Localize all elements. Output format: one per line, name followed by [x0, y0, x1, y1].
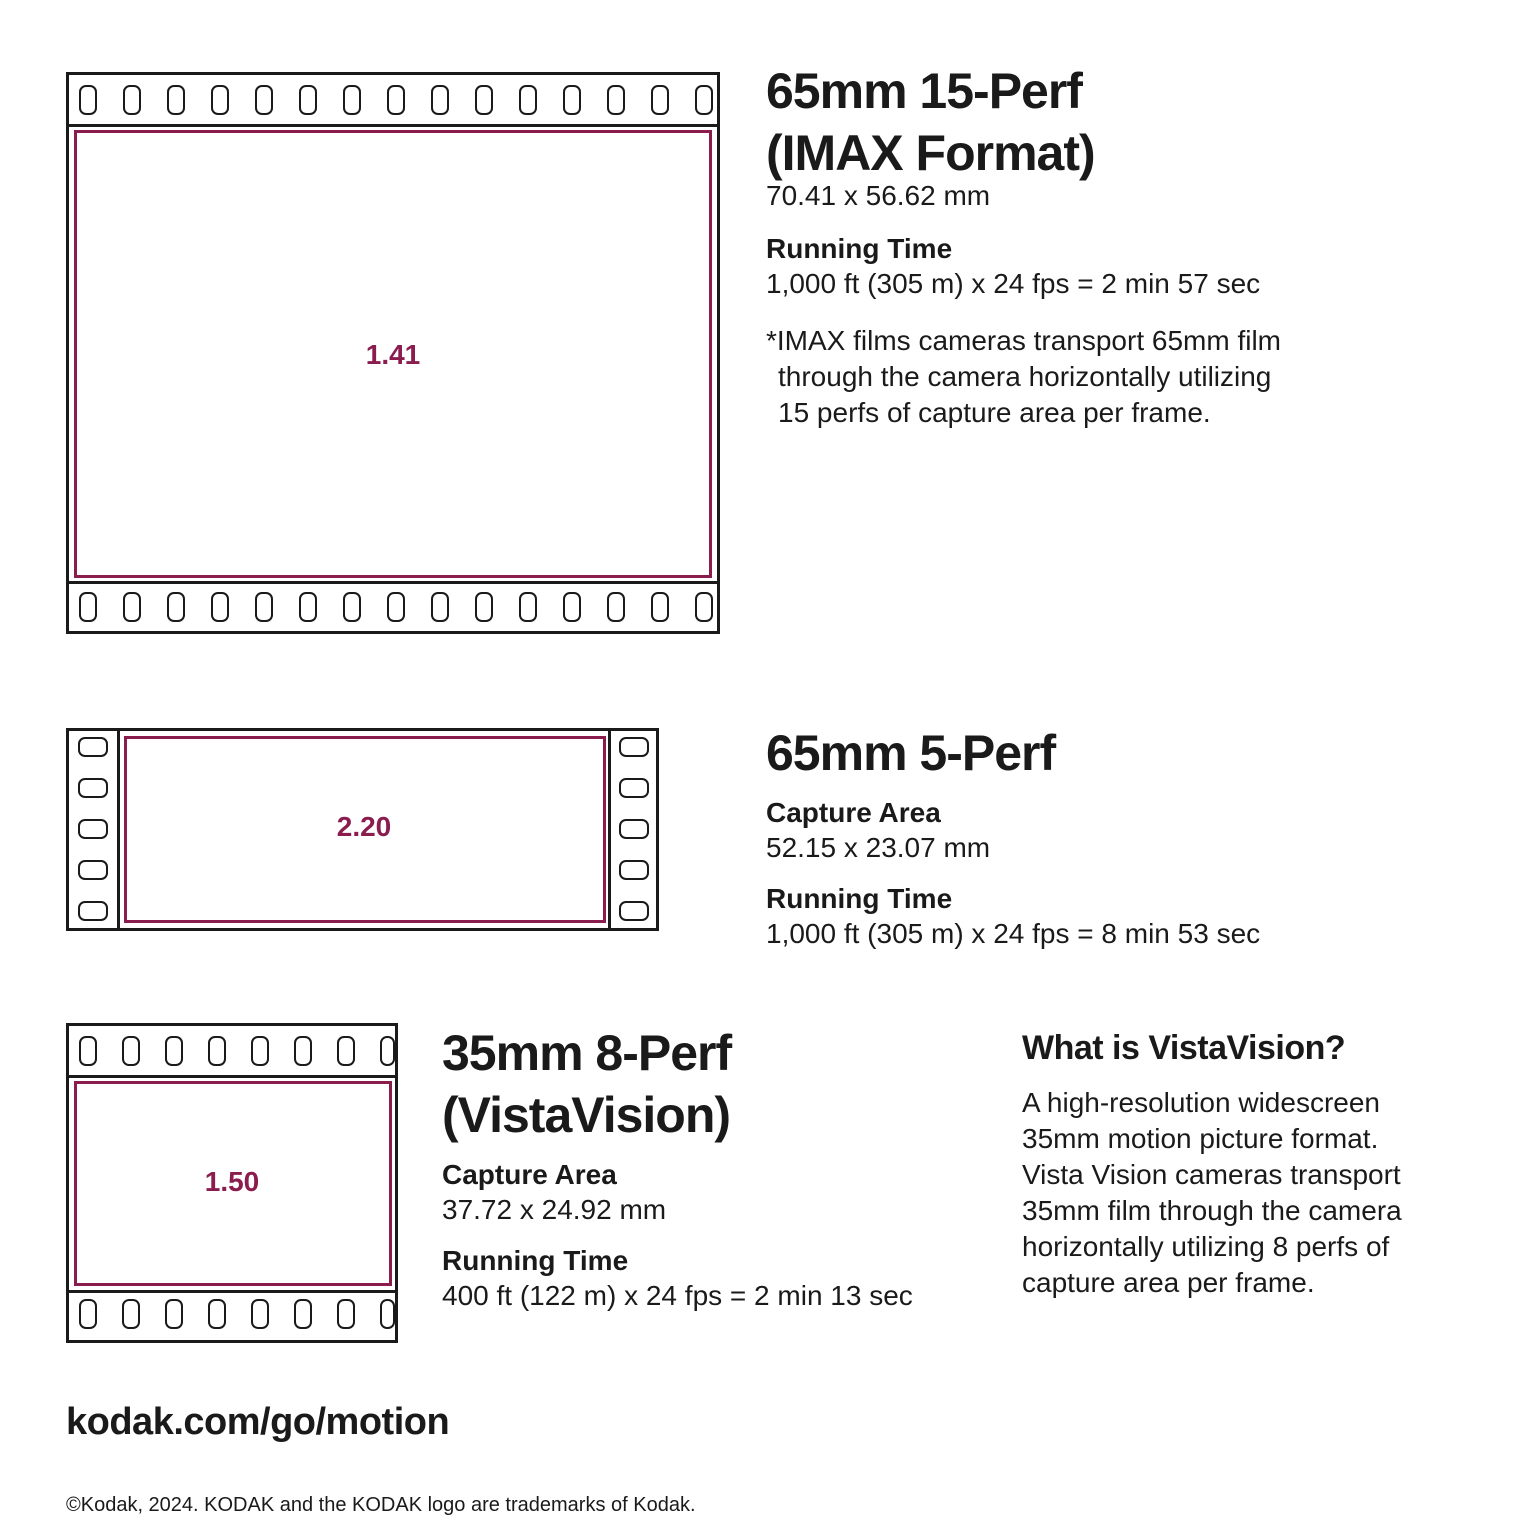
sprocket-hole — [563, 85, 581, 115]
sprocket-hole — [651, 592, 669, 622]
sprocket-hole — [78, 819, 108, 839]
sprocket-hole — [167, 592, 185, 622]
sprocket-hole — [619, 778, 649, 798]
five-perf-capture-value: 52.15 x 23.07 mm — [766, 832, 991, 863]
five-perf-running-label: Running Time — [766, 883, 953, 914]
vistavision-capture-label: Capture Area — [442, 1159, 617, 1190]
five-perf-title: 65mm 5-Perf — [766, 725, 1056, 781]
sprocket-hole — [294, 1299, 312, 1329]
sprocket-hole — [79, 85, 97, 115]
sprocket-hole — [255, 592, 273, 622]
sprocket-hole — [299, 85, 317, 115]
vistavision-explainer-line: capture area per frame. — [1022, 1267, 1315, 1298]
sprocket-hole — [619, 737, 649, 757]
sprocket-hole — [122, 1299, 140, 1329]
imax-note-line1: *IMAX films cameras transport 65mm film — [766, 325, 1281, 356]
sprocket-hole — [78, 778, 108, 798]
sprocket-hole — [78, 901, 108, 921]
vistavision-explainer-line: A high-resolution widescreen — [1022, 1087, 1380, 1118]
imax-running-value: 1,000 ft (305 m) x 24 fps = 2 min 57 sec — [766, 268, 1261, 299]
sprocket-hole — [607, 592, 625, 622]
five-perf-film-frame — [66, 728, 659, 931]
sprocket-hole — [208, 1299, 226, 1329]
vistavision-explainer-line: 35mm film through the camera — [1022, 1195, 1402, 1226]
imax-running-label: Running Time — [766, 233, 953, 264]
sprocket-hole — [431, 85, 449, 115]
vistavision-top-perf-border — [69, 1075, 395, 1078]
sprocket-hole — [619, 860, 649, 880]
sprocket-hole — [251, 1299, 269, 1329]
five-perf-aspect-ratio: 2.20 — [336, 811, 392, 842]
five-perf-running-value: 1,000 ft (305 m) x 24 fps = 8 min 53 sec — [766, 918, 1261, 949]
sprocket-hole — [78, 737, 108, 757]
sprocket-hole — [79, 592, 97, 622]
sprocket-hole — [251, 1036, 269, 1066]
sprocket-hole — [619, 819, 649, 839]
imax-dimensions: 70.41 x 56.62 mm — [766, 180, 991, 211]
sprocket-hole — [255, 85, 273, 115]
sprocket-hole — [337, 1299, 355, 1329]
imax-title-line1: 65mm 15-Perf — [766, 63, 1082, 119]
sprocket-hole — [519, 592, 537, 622]
vistavision-explainer-line: 35mm motion picture format. — [1022, 1123, 1379, 1154]
footer-url[interactable]: kodak.com/go/motion — [66, 1401, 450, 1443]
sprocket-hole — [651, 85, 669, 115]
five-perf-capture-label: Capture Area — [766, 797, 941, 828]
vistavision-film-frame — [66, 1023, 398, 1343]
vistavision-explainer-heading: What is VistaVision? — [1022, 1029, 1346, 1067]
sprocket-hole — [695, 85, 713, 115]
sprocket-hole — [343, 592, 361, 622]
sprocket-hole — [387, 592, 405, 622]
sprocket-hole — [475, 592, 493, 622]
sprocket-hole — [123, 85, 141, 115]
sprocket-hole — [123, 592, 141, 622]
vistavision-running-value: 400 ft (122 m) x 24 fps = 2 min 13 sec — [442, 1280, 913, 1311]
vistavision-aspect-ratio: 1.50 — [204, 1166, 260, 1197]
sprocket-hole — [211, 85, 229, 115]
sprocket-hole — [695, 592, 713, 622]
sprocket-hole — [563, 592, 581, 622]
sprocket-hole — [431, 592, 449, 622]
sprocket-hole — [607, 85, 625, 115]
imax-note-line2: through the camera horizontally utilizing — [778, 361, 1272, 392]
sprocket-hole — [79, 1299, 97, 1329]
vistavision-explainer-line: Vista Vision cameras transport — [1022, 1159, 1401, 1190]
sprocket-hole — [519, 85, 537, 115]
vistavision-info — [442, 1022, 1002, 1314]
imax-title-line2: (IMAX Format) — [766, 125, 1095, 181]
footer-copyright: ©Kodak, 2024. KODAK and the KODAK logo are trademarks of Kodak. — [66, 1494, 696, 1516]
sprocket-hole — [165, 1299, 183, 1329]
sprocket-hole — [167, 85, 185, 115]
vistavision-capture-value: 37.72 x 24.92 mm — [442, 1194, 667, 1225]
sprocket-hole — [387, 85, 405, 115]
sprocket-hole — [380, 1036, 395, 1066]
imax-note-line3: 15 perfs of capture area per frame. — [778, 397, 1211, 428]
imax-film-frame — [66, 72, 720, 634]
five-perf-info — [766, 722, 1486, 952]
sprocket-hole — [78, 860, 108, 880]
imax-top-perf-border — [69, 124, 717, 127]
sprocket-hole — [165, 1036, 183, 1066]
sprocket-hole — [208, 1036, 226, 1066]
vistavision-explainer-line: horizontally utilizing 8 perfs of — [1022, 1231, 1390, 1262]
sprocket-hole — [380, 1299, 395, 1329]
vistavision-explainer-body — [1022, 1085, 1502, 1301]
imax-bottom-perf-border — [69, 581, 717, 584]
vistavision-bottom-perf-border — [69, 1290, 395, 1293]
sprocket-hole — [343, 85, 361, 115]
sprocket-hole — [79, 1036, 97, 1066]
vistavision-running-label: Running Time — [442, 1245, 629, 1276]
sprocket-hole — [211, 592, 229, 622]
vistavision-title-line2: (VistaVision) — [442, 1087, 731, 1143]
sprocket-hole — [299, 592, 317, 622]
sprocket-hole — [619, 901, 649, 921]
vistavision-title-line1: 35mm 8-Perf — [442, 1025, 732, 1081]
vistavision-explainer — [1022, 1028, 1502, 1301]
sprocket-hole — [294, 1036, 312, 1066]
sprocket-hole — [337, 1036, 355, 1066]
imax-aspect-ratio: 1.41 — [365, 339, 421, 370]
sprocket-hole — [122, 1036, 140, 1066]
sprocket-hole — [475, 85, 493, 115]
imax-info — [766, 60, 1486, 431]
